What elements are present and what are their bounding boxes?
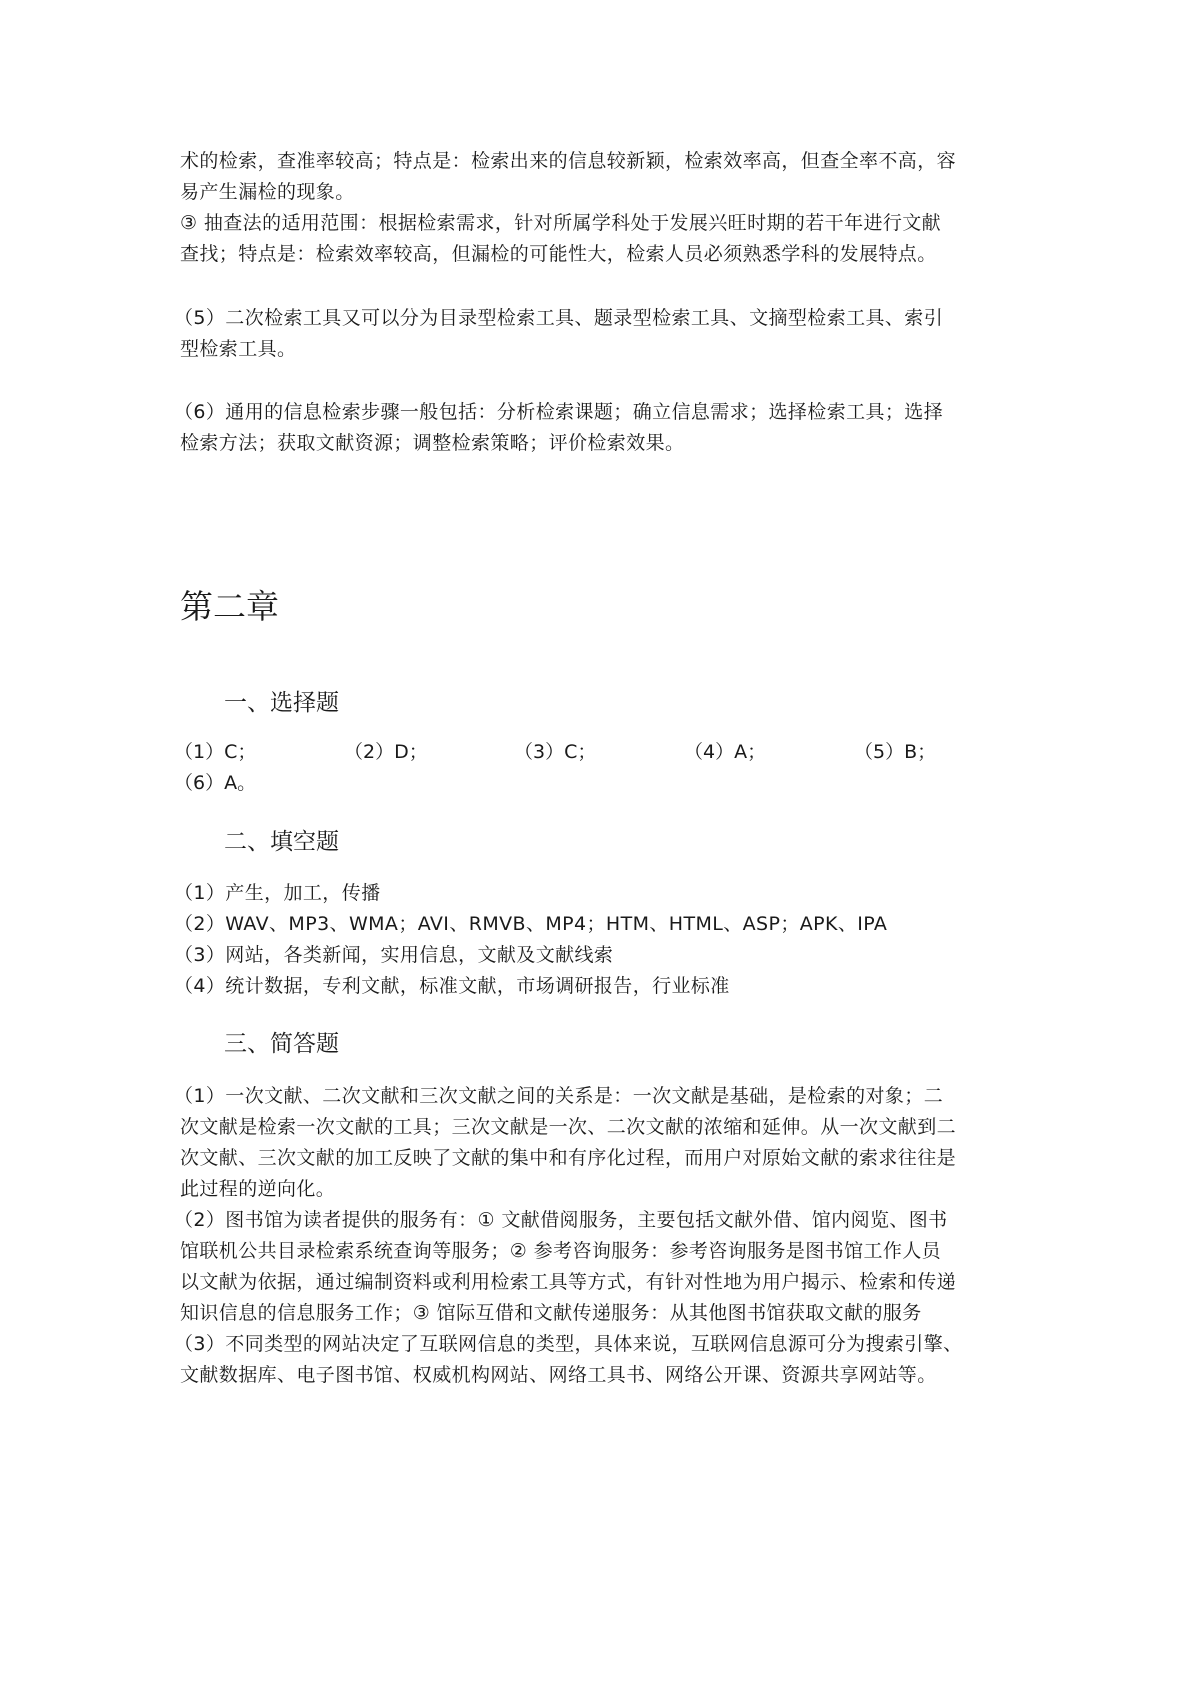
answer-item: （2）D； (344, 741, 428, 763)
answer-line: （2）图书馆为读者提供的服务有：① 文献借阅服务，主要包括文献外借、馆内阅览、图书 (174, 1209, 948, 1231)
item-5-paragraph (174, 303, 1014, 365)
answer-line: （1）产生，加工，传播 (174, 882, 381, 904)
chapter-title: 第二章 (180, 587, 279, 626)
answer-line: （1）一次文献、二次文献和三次文献之间的关系是：一次文献是基础，是检索的对象；二 (174, 1085, 944, 1107)
text-line: 查找；特点是：检索效率较高，但漏检的可能性大，检索人员必须熟悉学科的发展特点。 (180, 243, 937, 265)
answer-item: （3）C； (514, 741, 597, 763)
answer-item: （6）A。 (174, 772, 257, 794)
item-6-paragraph (174, 397, 1014, 459)
answer-line: 次文献、三次文献的加工反映了文献的集中和有序化过程，而用户对原始文献的索求往往是 (180, 1147, 957, 1169)
section-title-multiple-choice: 一、选择题 (224, 690, 339, 716)
answer-line: 文献数据库、电子图书馆、权威机构网站、网络工具书、网络公开课、资源共享网站等。 (180, 1364, 937, 1386)
section-title-short-answer: 三、简答题 (224, 1031, 339, 1057)
text-line: （6）通用的信息检索步骤一般包括：分析检索课题；确立信息需求；选择检索工具；选择 (174, 401, 944, 423)
continued-paragraph (180, 146, 1020, 270)
answer-line: 馆联机公共目录检索系统查询等服务；② 参考咨询服务：参考咨询服务是图书馆工作人员 (180, 1240, 942, 1262)
answer-line: 知识信息的信息服务工作；③ 馆际互借和文献传递服务：从其他图书馆获取文献的服务 (180, 1302, 922, 1324)
text-line: 型检索工具。 (180, 338, 297, 360)
answer-line: （2）WAV、MP3、WMA；AVI、RMVB、MP4；HTM、HTML、ASP；APK、IPA (174, 913, 888, 935)
answer-line: （4）统计数据，专利文献，标准文献，市场调研报告，行业标准 (174, 975, 730, 997)
text-line: 检索方法；获取文献资源；调整检索策略；评价检索效果。 (180, 432, 685, 454)
short-answer-paragraphs (174, 1081, 1014, 1391)
answer-line: （3）不同类型的网站决定了互联网信息的类型，具体来说，互联网信息源可分为搜索引擎、 (174, 1333, 963, 1355)
answer-item: （4）A； (684, 741, 767, 763)
answer-line: 以文献为依据，通过编制资料或利用检索工具等方式，有针对性地为用户揭示、检索和传递 (180, 1271, 957, 1293)
fill-in-answers (174, 878, 1014, 1002)
answer-line: 次文献是检索一次文献的工具；三次文献是一次、二次文献的浓缩和延伸。从一次文献到二 (180, 1116, 957, 1138)
text-line: 术的检索，查准率较高；特点是：检索出来的信息较新颖，检索效率高，但查全率不高，容 (180, 150, 957, 172)
answer-line: （3）网站，各类新闻，实用信息，文献及文献线索 (174, 944, 614, 966)
text-line: ③ 抽查法的适用范围：根据检索需求，针对所属学科处于发展兴旺时期的若干年进行文献 (180, 212, 942, 234)
answer-item: （5）B； (854, 741, 937, 763)
answer-line: 此过程的逆向化。 (180, 1178, 336, 1200)
text-line: 易产生漏检的现象。 (180, 181, 355, 203)
text-line: （5）二次检索工具又可以分为目录型检索工具、题录型检索工具、文摘型检索工具、索引 (174, 307, 944, 329)
section-title-fill-in: 二、填空题 (224, 829, 339, 855)
answer-item: （1）C； (174, 741, 257, 763)
